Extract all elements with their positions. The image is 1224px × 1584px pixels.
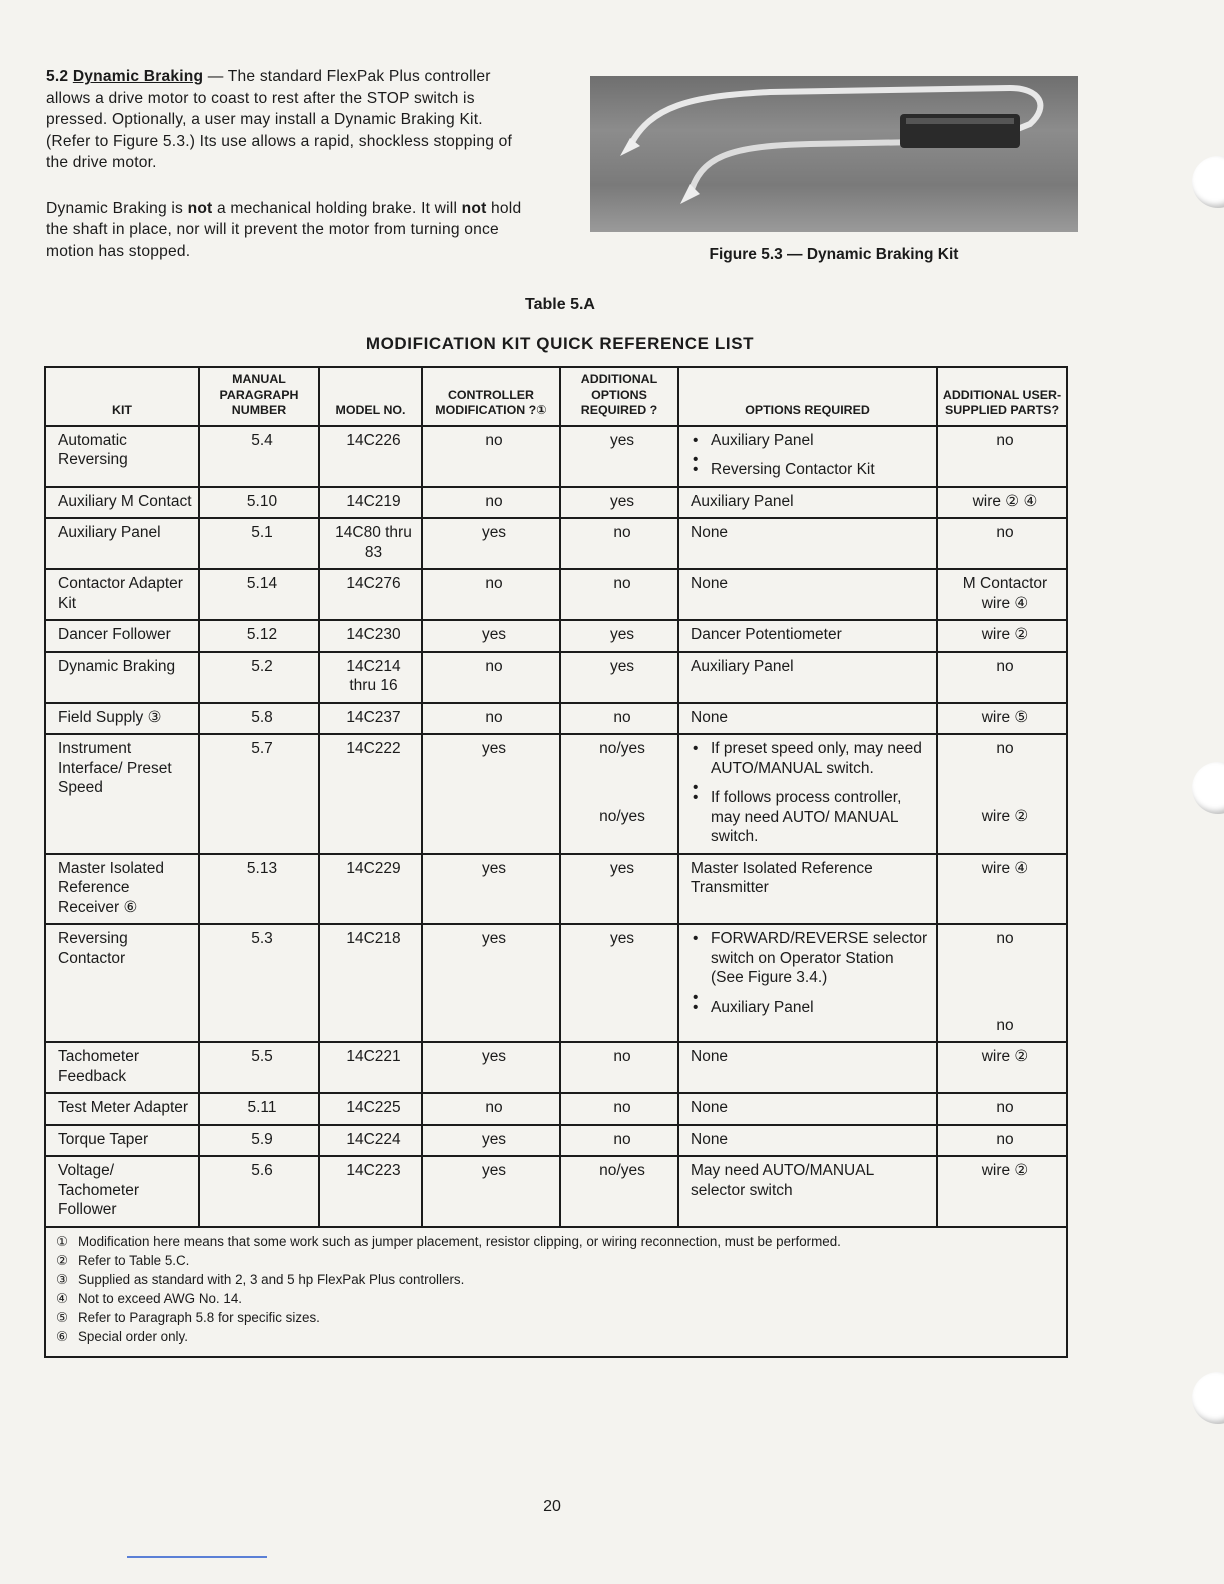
dynamic-braking-kit-photo bbox=[590, 76, 1078, 232]
footnote: ① Modification here means that some work such as jumper placement, resistor clipping, or wiring reconnection, must be performed. bbox=[56, 1233, 841, 1249]
table-row: Auxiliary Panel 5.1 14C80 thru 83 yes no None no bbox=[45, 518, 1067, 569]
table-row: Torque Taper 5.9 14C224 yes no None no bbox=[45, 1125, 1067, 1157]
header-manual-paragraph: MANUAL PARAGRAPH NUMBER bbox=[199, 367, 319, 426]
table-row: Master Isolated Reference Receiver ⑥ 5.13 14C229 yes yes Master Isolated Reference Transmitter wire ④ bbox=[45, 854, 1067, 925]
header-controller-modification: CONTROLLER MODIFICATION ?① bbox=[422, 367, 560, 426]
header-model: MODEL NO. bbox=[319, 367, 422, 426]
modification-kit-table bbox=[44, 366, 1068, 1358]
table-row: Tachometer Feedback 5.5 14C221 yes no None wire ② bbox=[45, 1042, 1067, 1093]
header-user-supplied-parts: ADDITIONAL USER-SUPPLIED PARTS? bbox=[937, 367, 1067, 426]
table-row: Test Meter Adapter 5.11 14C225 no no None no bbox=[45, 1093, 1067, 1125]
table-row: Dancer Follower 5.12 14C230 yes yes Dancer Potentiometer wire ② bbox=[45, 620, 1067, 652]
table-title: MODIFICATION KIT QUICK REFERENCE LIST bbox=[365, 334, 755, 353]
header-additional-options: ADDITIONAL OPTIONS REQUIRED ? bbox=[560, 367, 678, 426]
intro-paragraph-1-text: — The standard FlexPak Plus controller allows a drive motor to coast to rest after the STOP switch is pressed. Optionally, a user may install a Dynamic Braking Kit. (Refer to Figure 5.3.) Its use allows a rapid, shockless stopping of the drive motor. bbox=[46, 68, 513, 171]
table-header-row bbox=[45, 367, 1067, 426]
table-footnotes bbox=[45, 1227, 1067, 1357]
table-row: Automatic Reversing 5.4 14C226 no yes • Auxiliary Panel • • Reversing Contactor Kit no bbox=[45, 426, 1067, 487]
footnote: ④ Not to exceed AWG No. 14. bbox=[56, 1290, 242, 1306]
table-row: Field Supply ③ 5.8 14C237 no no None wire ⑤ bbox=[45, 703, 1067, 735]
table-row: Dynamic Braking 5.2 14C214 thru 16 no yes Auxiliary Panel no bbox=[45, 652, 1067, 703]
intro-paragraph-2: Dynamic Braking is not a mechanical holding brake. It will not hold the shaft in place, nor will it prevent the motor from turning once motion has stopped. bbox=[46, 199, 522, 260]
page-number: 20 bbox=[543, 1498, 561, 1515]
footnote: ③ Supplied as standard with 2, 3 and 5 hp FlexPak Plus controllers. bbox=[56, 1271, 465, 1287]
binder-hole bbox=[1192, 1372, 1224, 1424]
section-number: 5.2 bbox=[46, 68, 69, 85]
table-row: Instrument Interface/ Preset Speed 5.7 14C222 yes no/yes no/yes • If preset speed only, may need AUTO/MANUAL switch. • • If follows process controller, may need AUTO/ MANUAL switch. no wire ② bbox=[45, 734, 1067, 854]
intro-text bbox=[46, 66, 524, 286]
figure-caption: Figure 5.3 — Dynamic Braking Kit bbox=[709, 246, 959, 263]
table-row: Reversing Contactor 5.3 14C218 yes yes • FORWARD/REVERSE selector switch on Operator Station (See Figure 3.4.) • • Auxiliary Panel no no bbox=[45, 924, 1067, 1042]
table-row: Contactor Adapter Kit 5.14 14C276 no no None M Contactor wire ④ bbox=[45, 569, 1067, 620]
binder-hole bbox=[1192, 762, 1224, 814]
intro-paragraph-1 bbox=[46, 66, 524, 174]
header-kit: KIT bbox=[45, 367, 199, 426]
footnote: ② Refer to Table 5.C. bbox=[56, 1252, 190, 1268]
scan-mark bbox=[127, 1556, 267, 1558]
header-options-required: OPTIONS REQUIRED bbox=[678, 367, 937, 426]
table-row: Voltage/ Tachometer Follower 5.6 14C223 yes no/yes May need AUTO/MANUAL selector switch wire ② bbox=[45, 1156, 1067, 1227]
section-title: Dynamic Braking bbox=[72, 68, 204, 85]
binder-hole bbox=[1192, 156, 1224, 208]
footnote: ⑤ Refer to Paragraph 5.8 for specific sizes. bbox=[56, 1309, 320, 1325]
footnote: ⑥ Special order only. bbox=[56, 1328, 188, 1344]
braking-kit-illustration bbox=[590, 76, 1078, 232]
table-row: Auxiliary M Contact 5.10 14C219 no yes Auxiliary Panel wire ② ④ bbox=[45, 487, 1067, 519]
table-number: Table 5.A bbox=[525, 296, 595, 313]
